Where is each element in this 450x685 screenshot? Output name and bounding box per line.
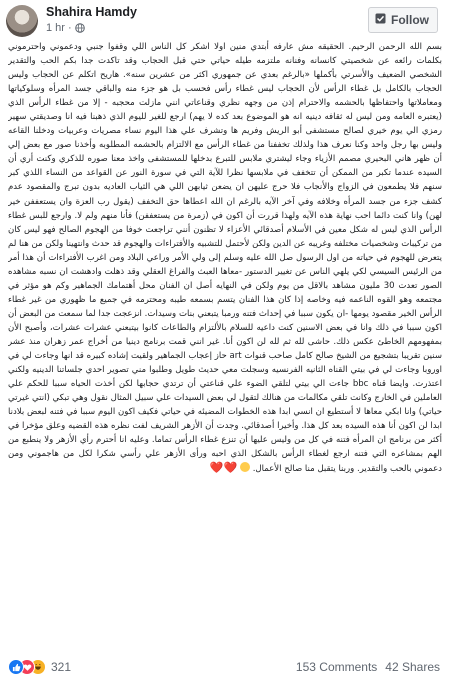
comments-count[interactable]: 153 Comments: [295, 660, 378, 674]
reaction-count: 321: [51, 660, 72, 674]
author-name[interactable]: Shahira Hamdy: [46, 5, 138, 19]
post-footer: [0, 657, 450, 679]
post-time[interactable]: 1 hr: [46, 22, 65, 34]
meta-separator: ·: [67, 22, 72, 34]
follow-check-icon: [375, 13, 386, 27]
author-avatar[interactable]: [6, 5, 38, 37]
reactions-summary[interactable]: [8, 659, 71, 675]
follow-button[interactable]: [368, 7, 438, 33]
like-reaction-icon: [8, 659, 24, 675]
post-text: [8, 40, 442, 635]
shares-count[interactable]: 42 Shares: [385, 660, 440, 674]
closing-hearts: ❤️❤️: [209, 461, 238, 475]
post-paragraph: بسم الله الرحمن الرحيم. الحقيقه مش عارفه أبتدي منين اولا اشكر كل الناس اللي وقفوا جنبي ودعموني واحترموني بكلمات رائعه عن شخصيتي كانسانه وفنانه ملتزمه طيله حياتي حتي قبل الحجاب وقد تاكدت جدا بكم الحب والتقدير الشخصي الضعيف والأسرتي بأكملها «بالرغم بعدي عن جمهوري اكثر من عشرين سنه». هاريح اتكلم عن الحجاب وليس الحجاب بالكامل بل غطاء الرأس لأن الحجاب ليس غطاء رأس فحسب بل هو جزء منه والباقي جسد المرأه وسلوكياتها ومعاملاتها واحتفاظها بالحشمه والاحترام إذن من وجهه نظري وقناعاتي انني مازلت محجبه - إلا من غطاء الرأس الذي (يعتبره العامه ومن ليس له ثقافه دينيه انه هو الموضوع بعد كده لا يهم) ارجع للغير لليوم الذي ذهبنا فيه انا وصديقتي سهير رمزي الي يوم خيري لصالح مستشفى أبو الريش وفريم ها وتشرف علي هذا اليوم نساء مصريات وعربيات ودخلنا القاعه وليس بها رجل واحد وكنا نعرف هذا ولذلك تخففنا من غطاء الرأس مع الالتزام بالحشمه المطلوبه وأخذنا صور مع بعض إلي أن ظهر هاني البحيري مصمم الأزياء وجاء ليشتري ملابس للتبرع بدخلها للمستشفى واخذ معنا صوره للذكري وكنت أري أن السيده عندما تكبر من الممكن أن تتخفف في ملابسها نظرا للآية التي في سورة النور عن القواعد من النساء اللذي كبر سنهم فلا يطمعون في الزواج والأنجاب فلا حرج عليهن ان يضعن ثيابهن اللي هي الثياب العاديه بدون تبرج والمقصود عدم كشف جزء من جسد المرأه وخلافه وفي آخر الآيه بالرغم ان الله اعطاها حق التخفف (يقول رب العزة وان يستعففن خير لهن) وانا كنت دائما احب نهاية هذه الآيه ولهذا قررت أن اكون في (زمرة من يستعففن) فأنا منهم ولم لا. وارجع للبس غطاء الرأس الذي ليس له شكل معين في الأسلام أصدقائي الأعزاء لا تظنون أنني تراجعت خوفا من الهجوم الصالح فهو ليس كان من تركيبات وشخصيات مختلفه وغريبه عن الدين ولكن لأحتمل للتشبيه والأفتراءات والهجوم قد حدث وانتهينا ولكن من هنا لم يتعرض للهجوم في حياته من اول الرسول صل الله عليه وسلم إلى ولي الأمر وراعي البلاد ومن اغرب الأفتراءات أن هذا أمر من الرئيس السيسي لكي يلهي الناس عن تغيير الدستور -معاها العبث والفراغ العقلي وقد ذهلت وادهشت ان نسبه مشاهده الصور تعدت 30 مليون مشاهد بالاقل من يوم ولكن في النهايه أصل ان الفنان محل أهتمامك الجماهير وكم هو مؤثر في مجتمعه وهو القوه الناعمه فيه وخاصه إذا كان هذا الفنان يتسم بسمعه طيبه ومحترمه في جميع ما ظهوري من غير غطاء الرأس الخير مقصود يومها -ان يكون سببا في إحداث فتنه ورمبا يتبعني بنات وسيدات. انزعجت جدا لما سمعت من البعض أن اكون سببا في ذلك وانا في بعض الاسنين كنت داعيه للسلام بالألتزام والطاعات كانوا بيتبعني عشرات عشرات، وأصبح الأن بمفهومهم الخاطئ عكس ذلك. حاشى لله ثم لله لن اكون أنا. غير انني قمت برنامج دينيا من أخراج عمر زهران منذ عشر سنين تقريبا بتشجيع من الشيخ صالح كامل صاحب قنوات art حاز إعجاب الجماهير ولقيت إشاده كبيره قد انها وجاءت لي في اوروبا وجاءت لي في بيتي القناه الثانيه الفرنسيه وسجلت معي حديث طويل وطلبوا مني تصوير احدي جلساتنا الدينيه ولكني اعتذرت. وايضا قناه bbc جاءت الي بيتي لتلقي الضوء علي قناعتي أن ترتدي حجابها لكن أخذت الحياه سببا للحكم علي العاملين في الخارج وكانت تلقي مكالمات من هنالك لتقول لي بعض السيدات علي سبيل المثال نقول وهي تبكي (انتي غيرتي حياتي) وانا ابكي معاها لا أستطيع ان انسي ابدا هذه الخطوات المضيئه في حياتي فكيف اكون اليوم سببا في فتنه لبعض بلادنا ابدا لن اكون أنا هذه السيده بعد كل هذا. وأخيرا أصدقائي. وجدت أن الأزهر الشريف لفت نظره هذه القضيه وعلق مؤخرا في أكثر من برنامج ان المرأه فتنه في كل من وليس عليها أن تنزع غطاء الرأس تماما. وعليه انا أحترم رأي الأزهر ولا ينطبع من الهم بمشاعره التي فتنه ارجع لغطاء الرأس بالشكل الذي احبه ورأى الأزهر علي رأسي شكرا لكل من هاجموني ومن دعموني بالحب والتقدير. وربنا يتقبل منا صالح الأعمال.: [8, 42, 442, 475]
follow-label: Follow: [391, 13, 429, 27]
post-meta: [46, 22, 85, 34]
smiling-face-emoji-icon: [240, 462, 250, 472]
post-header: [0, 0, 450, 42]
engagement-stats: [296, 660, 440, 674]
globe-icon: [75, 23, 85, 33]
